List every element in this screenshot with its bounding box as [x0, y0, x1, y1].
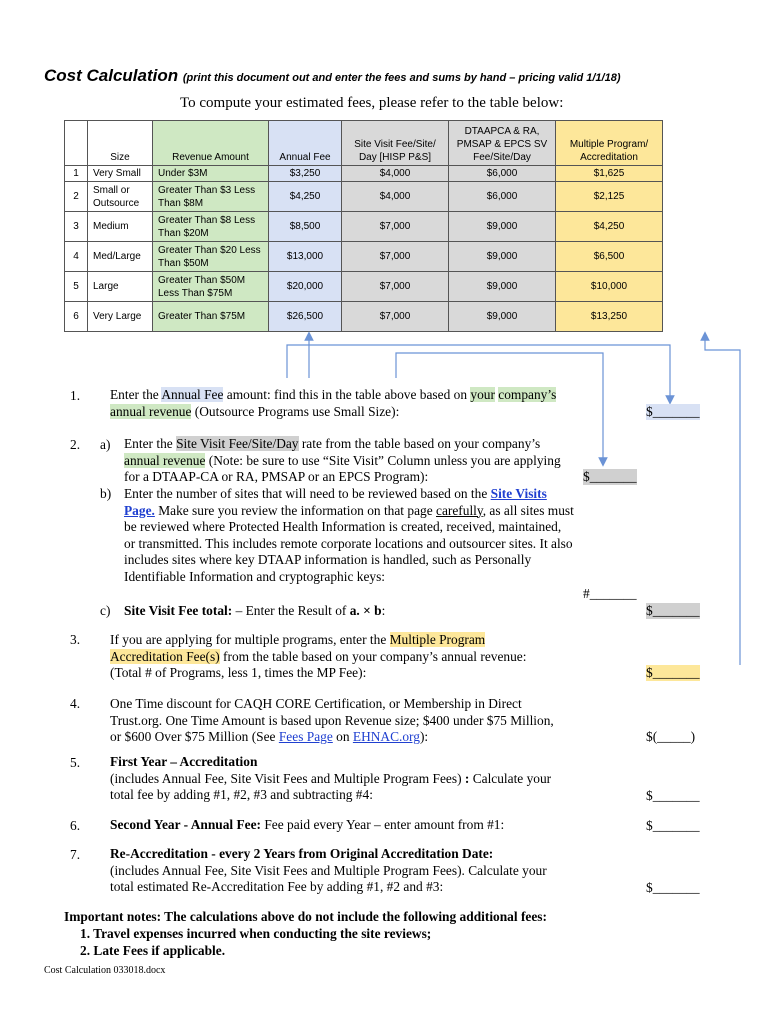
row-multiple-program: $6,500 — [556, 242, 663, 272]
row-num: 2 — [65, 182, 88, 212]
item-1-text — [110, 387, 570, 420]
item-1-highlight-revenue: company’s annual revenue — [110, 387, 557, 419]
row-multiple-program: $10,000 — [556, 272, 663, 302]
item-2b-underline: carefully — [436, 502, 483, 518]
item-4-text-b: on — [332, 729, 353, 745]
row-size: Very Large — [88, 302, 153, 332]
item-5-blank[interactable]: $_______ — [646, 788, 700, 803]
item-2a-text-1: Enter the — [124, 436, 177, 451]
row-dtaap: $6,000 — [449, 182, 556, 212]
item-2-number: 2. — [70, 437, 81, 452]
row-dtaap: $9,000 — [449, 302, 556, 332]
row-revenue: Greater Than $50M Less Than $75M — [153, 272, 269, 302]
item-6-blank[interactable]: $_______ — [646, 818, 700, 833]
row-num: 6 — [65, 302, 88, 332]
item-2a-blank[interactable]: $_______ — [583, 469, 637, 484]
item-2b-blank[interactable]: #_______ — [583, 586, 637, 601]
important-notes-heading: Important notes: The calculations above do not include the following additional fees: — [64, 909, 547, 924]
item-2c-blank[interactable]: $_______ — [646, 603, 700, 618]
note-1: 1. Travel expenses incurred when conducting the site reviews; — [80, 926, 432, 941]
fees-page-link[interactable]: Fees Page — [278, 729, 333, 745]
item-2a-text — [124, 436, 574, 486]
title-text: Cost Calculation — [44, 66, 179, 85]
item-4-text-c: ): — [419, 729, 429, 745]
row-size: Large — [88, 272, 153, 302]
item-5-text — [110, 754, 560, 804]
item-2a-highlight-revenue: annual revenue — [124, 452, 206, 468]
row-multiple-program: $13,250 — [556, 302, 663, 332]
row-num: 1 — [65, 166, 88, 182]
item-7-blank[interactable]: $_______ — [646, 880, 700, 895]
item-4-number: 4. — [70, 696, 81, 711]
item-7-bold: Re-Accreditation - every 2 Years from Original Accreditation Date: — [110, 846, 494, 861]
row-dtaap: $6,000 — [449, 166, 556, 182]
intro-text: To compute your estimated fees, please refer to the table below: — [180, 95, 564, 111]
item-2a-text-3: (Note: be sure to use “Site Visit” Column unless you are applying for a DTAAP-CA or RA, PMSAP or an EPCS Program): — [124, 452, 561, 485]
item-5-bold: First Year – Accreditation — [110, 754, 258, 769]
item-3-highlight-mp: Multiple Program Accreditation Fee(s) — [110, 632, 486, 664]
item-2b-text — [124, 486, 574, 586]
item-2c-text-2: – Enter the Result of — [232, 603, 350, 618]
row-site-visit: $7,000 — [342, 272, 449, 302]
row-revenue: Greater Than $20 Less Than $50M — [153, 242, 269, 272]
item-3-number: 3. — [70, 632, 81, 647]
row-num: 3 — [65, 212, 88, 242]
row-revenue: Greater Than $3 Less Than $8M — [153, 182, 269, 212]
item-1-text-a: Enter the — [110, 387, 162, 402]
item-2b-text-2: Make sure you review the information on that page — [154, 502, 436, 518]
row-revenue: Greater Than $75M — [153, 302, 269, 332]
row-num: 5 — [65, 272, 88, 302]
row-multiple-program: $4,250 — [556, 212, 663, 242]
item-3-blank[interactable]: $_______ — [646, 665, 700, 680]
row-num: 4 — [65, 242, 88, 272]
row-dtaap: $9,000 — [449, 212, 556, 242]
item-2b-label: b) — [100, 486, 112, 501]
row-annual-fee: $13,000 — [269, 242, 342, 272]
item-2b-text-3: , as all sites must be reviewed where Protected Health Information is created, received, maintained, or transmitted. This includes remote corporate locations and outsourcer sites. It also includes sites where key DTAAP information is handled, such as Personally Identifiable Information and cryptographic keys: — [124, 502, 574, 584]
item-1-highlight-your: your — [470, 387, 495, 402]
item-7-number: 7. — [70, 847, 81, 862]
item-6-text-a: Fee paid every Year – enter amount from #1: — [261, 817, 505, 832]
row-revenue: Under $3M — [153, 166, 269, 182]
row-revenue: Greater Than $8 Less Than $20M — [153, 212, 269, 242]
row-multiple-program: $2,125 — [556, 182, 663, 212]
item-6-number: 6. — [70, 818, 81, 833]
item-7-text — [110, 846, 560, 896]
title-note: (print this document out and enter the fees and sums by hand – pricing valid 1/1/18) — [182, 72, 621, 84]
row-annual-fee: $26,500 — [269, 302, 342, 332]
item-3-text-b: from the table based on your company’s annual revenue: (Total # of Programs, less 1, times the MP Fee): — [110, 648, 527, 681]
item-1-number: 1. — [70, 388, 81, 403]
site-visits-page-link[interactable]: Site Visits Page. — [124, 486, 547, 518]
item-1-highlight-annual-fee: Annual Fee — [161, 387, 224, 402]
item-1-text-d: (Outsource Programs use Small Size): — [191, 403, 400, 419]
arrow-multiple-program — [705, 336, 740, 665]
row-site-visit: $7,000 — [342, 242, 449, 272]
item-3-text-a: If you are applying for multiple programs, enter the — [110, 632, 390, 647]
item-1-text-b: amount: find this in the table above based on — [223, 387, 471, 402]
row-site-visit: $7,000 — [342, 302, 449, 332]
row-dtaap: $9,000 — [449, 242, 556, 272]
item-2b-text-1: Enter the number of sites that will need to be reviewed based on the — [124, 486, 491, 501]
row-site-visit: $4,000 — [342, 182, 449, 212]
row-dtaap: $9,000 — [449, 272, 556, 302]
item-5-colon: : — [464, 770, 470, 786]
item-2c-label: c) — [100, 603, 111, 618]
row-annual-fee: $3,250 — [269, 166, 342, 182]
item-4-text-a: One Time discount for CAQH CORE Certification, or Membership in Direct Trust.org. One Time Amount is based upon Revenue size; $400 under $75 Million, or $600 Over $75 Million (See — [110, 696, 554, 745]
note-2: 2. Late Fees if applicable. — [80, 943, 226, 958]
item-5-text-a: (includes Annual Fee, Site Visit Fees and Multiple Program Fees) — [110, 770, 465, 786]
item-2c-bold: Site Visit Fee total: — [124, 603, 233, 618]
row-size: Very Small — [88, 166, 153, 182]
ehnac-link[interactable]: EHNAC.org — [352, 729, 420, 745]
item-3-text — [110, 632, 550, 682]
item-6-text — [110, 817, 570, 834]
item-2a-highlight-site-visit: Site Visit Fee/Site/Day — [176, 436, 299, 451]
item-2a-text-2: rate from the table based on your company’s — [298, 436, 541, 451]
footer-filename: Cost Calculation 033018.docx — [44, 965, 166, 976]
header-annual-fee: Annual Fee — [269, 121, 342, 166]
item-2c-formula: a. × b — [349, 603, 382, 618]
row-annual-fee: $4,250 — [269, 182, 342, 212]
item-2a-label: a) — [100, 437, 111, 452]
row-site-visit: $7,000 — [342, 212, 449, 242]
row-annual-fee: $20,000 — [269, 272, 342, 302]
row-site-visit: $4,000 — [342, 166, 449, 182]
row-size: Small or Outsource — [88, 182, 153, 212]
item-5-number: 5. — [70, 755, 81, 770]
item-4-blank[interactable]: $(_____) — [646, 729, 696, 744]
item-2c-text-3: : — [381, 603, 386, 618]
item-7-text-a: (includes Annual Fee, Site Visit Fees and Multiple Program Fees). Calculate your total estimated Re-Accreditation Fee by adding #1, #2 and #3: — [110, 862, 547, 895]
item-6-bold: Second Year - Annual Fee: — [110, 817, 262, 832]
header-dtaap: DTAAPCA & RA, PMSAP & EPCS SV Fee/Site/Day — [449, 121, 556, 166]
row-size: Medium — [88, 212, 153, 242]
header-site-visit: Site Visit Fee/Site/ Day [HISP P&S] — [342, 121, 449, 166]
item-2c-text — [124, 603, 574, 620]
item-1-blank[interactable]: $_______ — [646, 404, 700, 419]
row-size: Med/Large — [88, 242, 153, 272]
header-size: Size — [88, 121, 153, 166]
item-5-text-b: Calculate your total fee by adding #1, #2, #3 and subtracting #4: — [110, 770, 552, 803]
row-multiple-program: $1,625 — [556, 166, 663, 182]
header-multiple-program: Multiple Program/ Accreditation — [556, 121, 663, 166]
item-4-text — [110, 696, 560, 746]
header-revenue: Revenue Amount — [153, 121, 269, 166]
row-annual-fee: $8,500 — [269, 212, 342, 242]
